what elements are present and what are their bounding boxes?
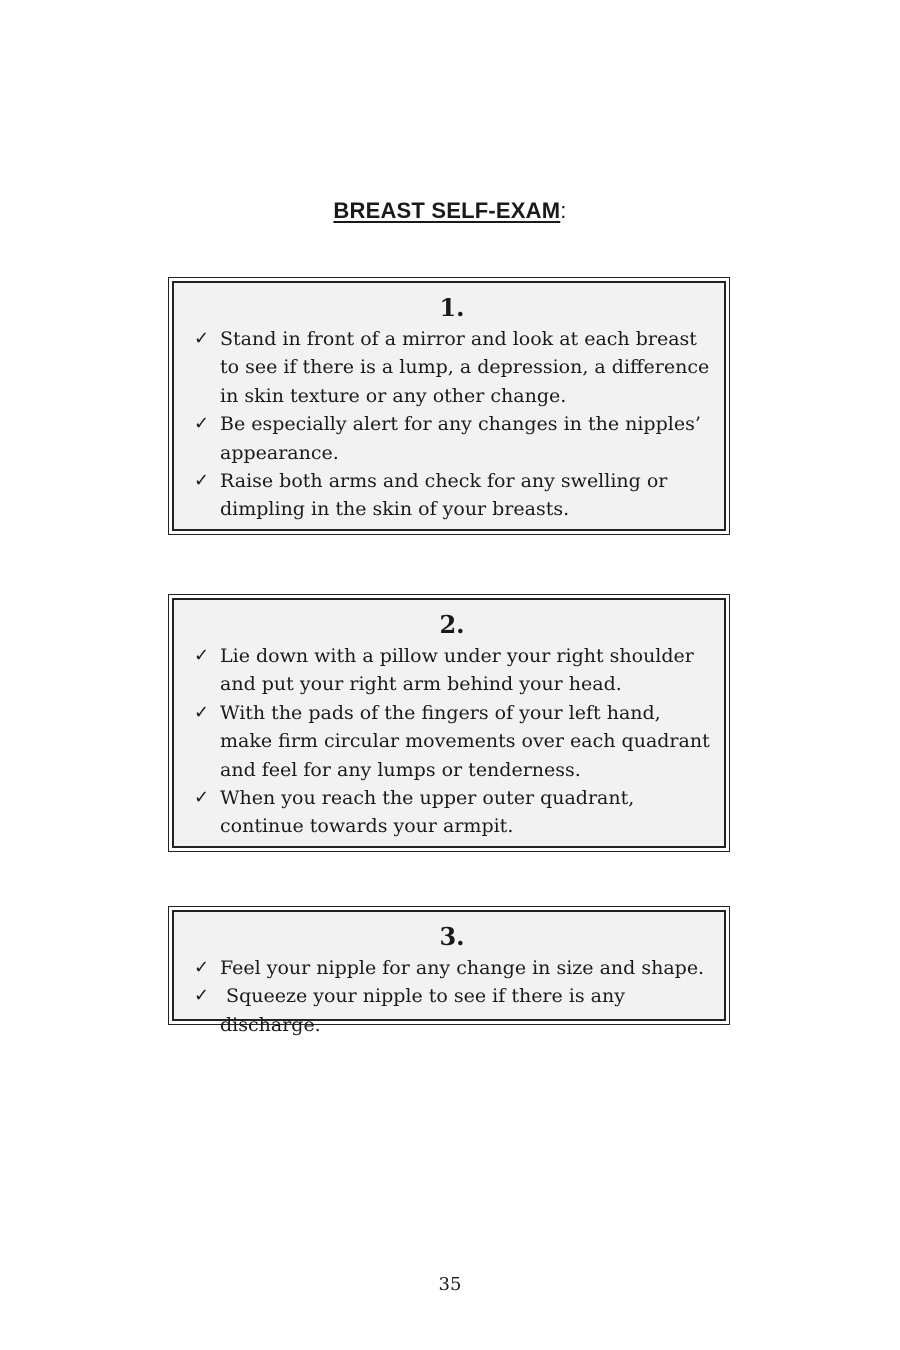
list-item (194, 325, 710, 410)
list-item (194, 699, 710, 784)
list-item-text: Be especially alert for any changes in the nipples’ appearance. (220, 413, 701, 464)
step-box-2 (168, 594, 730, 852)
step-box-2-inner (172, 598, 726, 848)
list-item-text: Raise both arms and check for any swelling or dimpling in the skin of your breasts. (220, 470, 668, 521)
step-1-list (194, 325, 710, 524)
check-mark-icon: ✓ (194, 413, 210, 435)
step-box-3 (168, 906, 730, 1036)
step-number-2: 2. (439, 610, 465, 639)
title-text: BREAST SELF-EXAM (333, 198, 561, 223)
check-mark-icon: ✓ (194, 985, 210, 1007)
list-item-text: When you reach the upper outer quadrant, continue towards your armpit. (220, 787, 635, 838)
step-number-1: 1. (439, 293, 465, 322)
check-mark-icon: ✓ (194, 645, 210, 666)
step-box-3-inner (172, 910, 726, 1036)
title-colon: : (560, 198, 567, 223)
check-mark-icon: ✓ (194, 701, 210, 723)
list-item (194, 982, 710, 1039)
page-number: 35 (438, 1274, 462, 1295)
page-title (0, 198, 900, 224)
check-mark-icon: ✓ (194, 328, 210, 349)
list-item (194, 642, 710, 699)
list-item (194, 784, 710, 841)
check-mark-icon: ✓ (194, 957, 210, 978)
list-item (194, 467, 710, 524)
check-mark-icon: ✓ (194, 787, 210, 809)
list-item-text: Lie down with a pillow under your right shoulder and put your right arm behind your head. (220, 645, 694, 696)
step-2-list (194, 642, 710, 841)
list-item-text: Squeeze your nipple to see if there is any discharge. (220, 985, 632, 1036)
list-item (194, 954, 710, 982)
step-box-1 (168, 277, 730, 535)
list-item (194, 410, 710, 467)
step-3-list (194, 954, 710, 1039)
check-mark-icon: ✓ (194, 470, 210, 492)
step-box-1-inner (172, 281, 726, 531)
list-item-text: Feel your nipple for any change in size and shape. (220, 957, 705, 979)
step-number-3: 3. (439, 922, 465, 951)
list-item-text: Stand in front of a mirror and look at each breast to see if there is a lump, a depression, a difference in skin texture or any other change. (220, 328, 710, 407)
list-item-text: With the pads of the fingers of your left hand, make firm circular movements over each quadrant and feel for any lumps or tenderness. (220, 701, 710, 781)
